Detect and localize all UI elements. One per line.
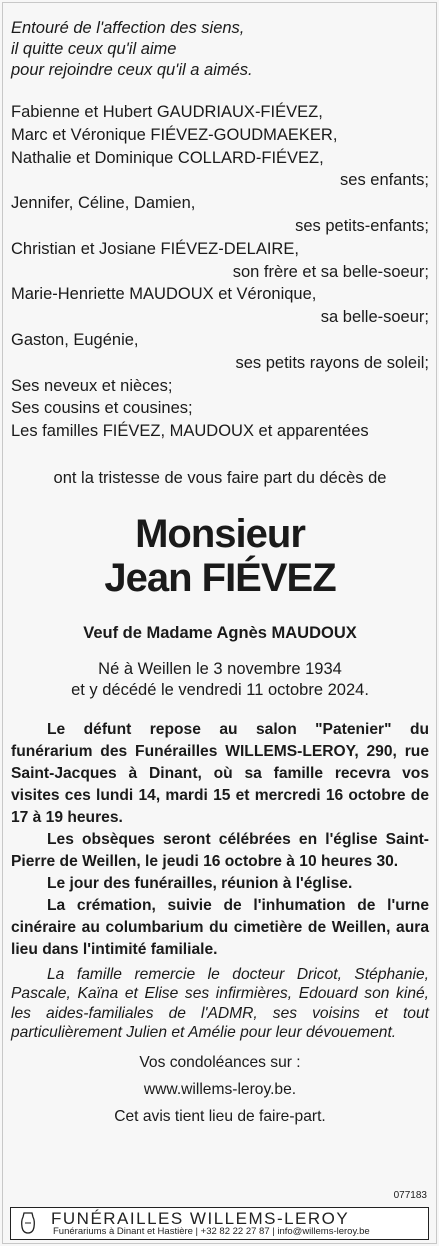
family-member: Gaston, Eugénie, — [11, 330, 139, 349]
intro-line: il quitte ceux qu'il aime — [11, 40, 177, 58]
funeral-paragraph: Le jour des funérailles, réunion à l'église. — [47, 874, 353, 892]
widow-line: Veuf de Madame Agnès MAUDOUX — [83, 623, 357, 642]
intro-line: pour rejoindre ceux qu'il a aimés. — [11, 61, 253, 79]
funeral-home-footer — [10, 1207, 429, 1240]
funeral-home-brand: FUNÉRAILLES WILLEMS-LEROY — [51, 1209, 350, 1228]
family-member: Fabienne et Hubert GAUDRIAUX-FIÉVEZ, — [11, 103, 323, 121]
urn-icon — [20, 1211, 36, 1235]
family-member: Jennifer, Céline, Damien, — [11, 194, 196, 213]
birth-line: Né à Weillen le 3 novembre 1934 — [98, 659, 342, 678]
family-member: Les familles FIÉVEZ, MAUDOUX et apparentées — [11, 422, 369, 441]
deceased-fullname: Jean FIÉVEZ — [104, 555, 336, 600]
deceased-title: Monsieur — [135, 511, 305, 556]
family-list — [11, 101, 429, 443]
family-member: Nathalie et Dominique COLLARD-FIÉVEZ, — [11, 148, 324, 167]
family-member: Marc et Véronique FIÉVEZ-GOUDMAEKER, — [11, 125, 338, 144]
family-member: Christian et Josiane FIÉVEZ-DELAIRE, — [11, 239, 299, 258]
notice-line: Cet avis tient lieu de faire-part. — [114, 1107, 326, 1125]
deceased-name — [11, 512, 429, 600]
family-relation: son frère et sa belle-soeur; — [232, 262, 429, 281]
intro-verse — [11, 18, 429, 81]
death-line: et y décédé le vendredi 11 octobre 2024. — [71, 680, 369, 699]
funeral-home-contact: Funérariums à Dinant et Hastière | +32 82 22 27 87 | info@willems-leroy.be — [53, 1226, 370, 1237]
obituary-content — [11, 18, 429, 1130]
birth-death-info — [11, 659, 429, 701]
family-relation: ses petits rayons de soleil; — [235, 353, 429, 372]
family-relation: ses enfants; — [340, 171, 429, 190]
closing-block — [11, 1049, 429, 1130]
funeral-paragraph: Les obsèques seront célébrées en l'église Saint-Pierre de Weillen, le jeudi 16 octobre à 10 heures 30. — [11, 830, 429, 870]
family-member: Ses cousins et cousines; — [11, 399, 193, 418]
funeral-details — [11, 719, 429, 961]
family-relation: sa belle-soeur; — [320, 308, 429, 327]
intro-line: Entouré de l'affection des siens, — [11, 19, 245, 37]
family-member: Ses neveux et nièces; — [11, 376, 173, 395]
family-relation: ses petits-enfants; — [295, 216, 429, 235]
family-member: Marie-Henriette MAUDOUX et Véronique, — [11, 285, 317, 304]
condolences-line: Vos condoléances sur : — [139, 1053, 301, 1071]
announcement-text: ont la tristesse de vous faire part du décès de — [53, 468, 387, 487]
funeral-paragraph: La crémation, suivie de l'inhumation de l'urne cinéraire au columbarium du cimetière de Weillen, aura lieu dans l'intimité familiale. — [11, 896, 429, 958]
reference-number: 077183 — [393, 1190, 427, 1201]
thanks-paragraph: La famille remercie le docteur Dricot, Stéphanie, Pascale, Kaïna et Elise ses infirmières, Edouard son kiné, les aides-familiales de l'ADMR, ses voisins et tout particulièrement Julien et Amélie pour leur dévouement. — [11, 965, 429, 1042]
funeral-paragraph: Le défunt repose au salon "Patenier" du funérarium des Funérailles WILLEMS-LEROY, 290, rue Saint-Jacques à Dinant, où sa famille recevra vos visites ces lundi 14, mardi 15 et mercredi 16 octobre de 17 à 19 heures. — [11, 720, 429, 826]
website-link[interactable]: www.willems-leroy.be. — [143, 1080, 297, 1098]
